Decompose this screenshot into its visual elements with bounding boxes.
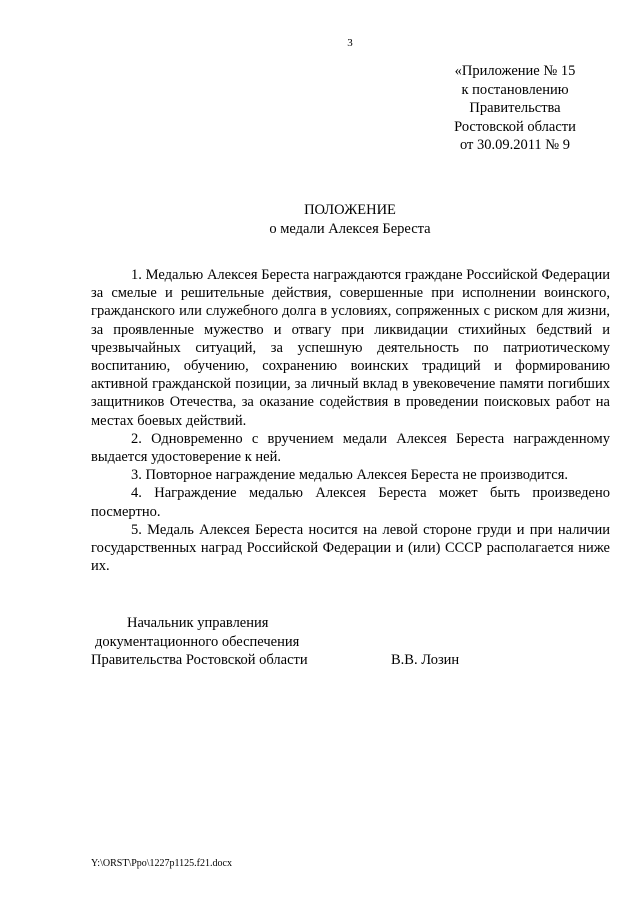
signatory-name: В.В. Лозин [391, 652, 460, 668]
file-path-footer: Y:\ORST\Ppo\1227p1125.f21.docx [91, 858, 232, 869]
page-number: 3 [347, 37, 353, 49]
appendix-line: к постановлению [461, 81, 569, 98]
paragraph-4: 4. Награждение медалью Алексея Береста может быть произведено посмертно. [91, 485, 610, 520]
signatory-position-line: документационного обеспечения [95, 633, 300, 650]
appendix-line: «Приложение № 15 [454, 63, 576, 79]
paragraph-1: 1. Медалью Алексея Береста награждаются граждане Российской Федерации за смелые и решительные действия, совершенные при исполнении воинского, гражданского или служебного долга в условиях, сопряженных с риском для жизни, за проявленные мужество и отвагу при ликвидации стихийных бедствий и чрезвычайных ситуаций, за успешную деятельность по патриотическому воспитанию, обучению, сохранению воинских традиций и формированию активной гражданской позиции, за личный вклад в увековечение памяти погибших защитников Отечества, за оказание содействия в проведении поисковых работ на местах боевых действий. [91, 267, 610, 429]
title-heading: ПОЛОЖЕНИЕ [304, 202, 396, 218]
document-body [91, 266, 610, 575]
paragraph-5: 5. Медаль Алексея Береста носится на левой стороне груди и при наличии государственных наград Российской Федерации и (или) СССР располагается ниже их. [91, 521, 610, 575]
signature-block [91, 614, 491, 670]
signatory-position-line: Правительства Ростовской области [91, 652, 308, 668]
signatory-position-line: Начальник управления [127, 615, 269, 631]
appendix-line: Правительства [469, 100, 561, 116]
paragraph-3: 3. Повторное награждение медалью Алексея Береста не производится. [131, 467, 569, 484]
document-title [0, 201, 640, 238]
appendix-line: от 30.09.2011 № 9 [459, 137, 571, 153]
title-subheading: о медали Алексея Береста [269, 220, 431, 237]
appendix-line: Ростовской области [454, 118, 576, 135]
appendix-reference [430, 62, 600, 155]
paragraph-2: 2. Одновременно с вручением медали Алексея Береста награжденному выдается удостоверение к ней. [91, 430, 610, 466]
